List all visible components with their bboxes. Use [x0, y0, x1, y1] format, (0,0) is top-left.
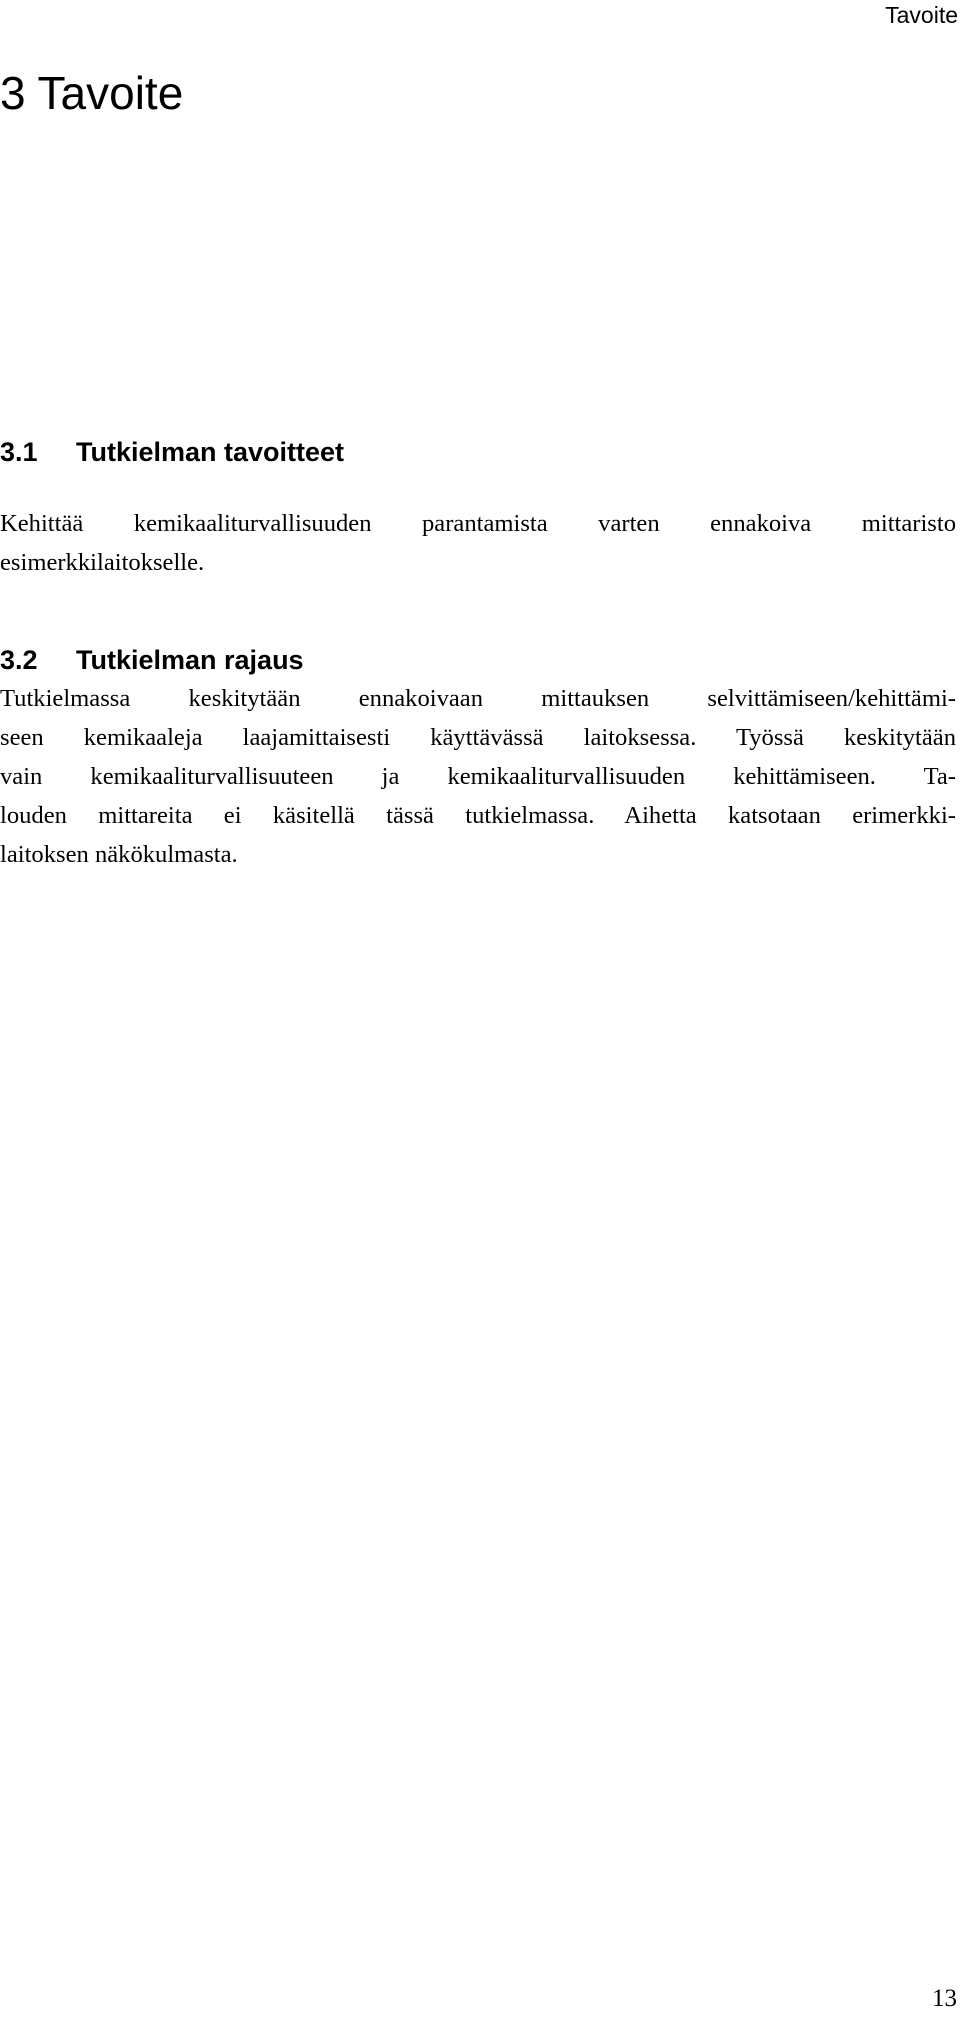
page-number: 13 [932, 1985, 957, 2012]
paragraph-tavoitteet [0, 504, 956, 582]
section-title: Tutkielman rajaus [76, 645, 304, 675]
paragraph-line: seen kemikaaleja laajamittaisesti käyttävässä laitoksessa. Työssä keskitytään [0, 724, 956, 751]
paragraph-line: Tutkielmassa keskitytään ennakoivaan mittauksen selvittämiseen/kehittämi- [0, 685, 956, 712]
section-heading-3-2 [0, 644, 304, 676]
paragraph-line: laitoksen näkökulmasta. [0, 841, 238, 868]
paragraph-rajaus [0, 679, 956, 874]
section-heading-3-1 [0, 436, 344, 468]
paragraph-line: esimerkkilaitokselle. [0, 549, 205, 576]
chapter-title: 3 Tavoite [0, 67, 184, 119]
paragraph-line: vain kemikaaliturvallisuuteen ja kemikaaliturvallisuuden kehittämiseen. Ta- [0, 763, 956, 790]
section-number: 3.1 [0, 437, 38, 467]
paragraph-line: Kehittää kemikaaliturvallisuuden parantamista varten ennakoiva mittaristo [0, 510, 956, 537]
paragraph-line: louden mittareita ei käsitellä tässä tutkielmassa. Aihetta katsotaan erimerkki- [0, 802, 956, 829]
running-header: Tavoite [885, 2, 958, 28]
section-title: Tutkielman tavoitteet [76, 437, 345, 467]
section-number: 3.2 [0, 645, 38, 675]
